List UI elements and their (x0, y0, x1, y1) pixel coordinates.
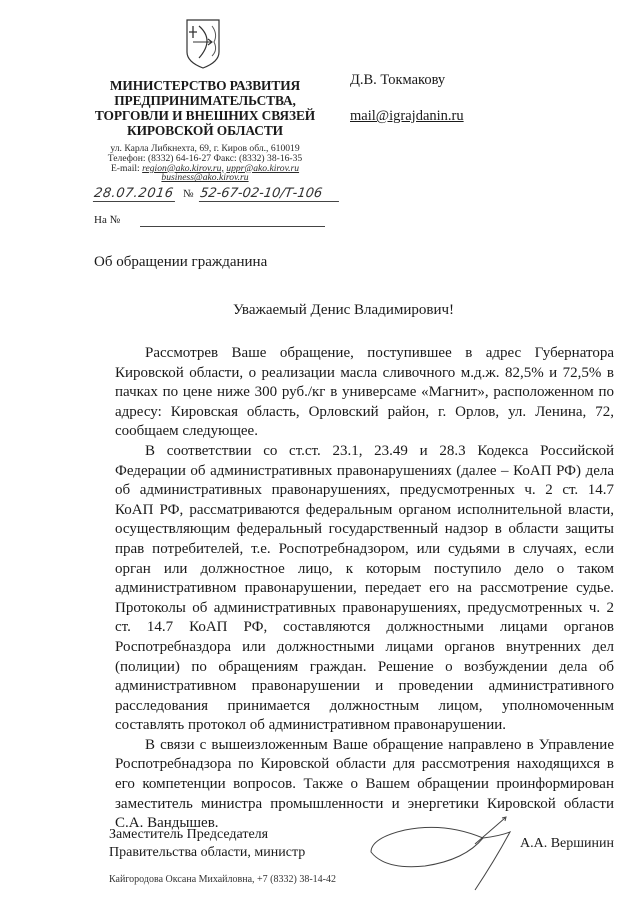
signatory-title-line: Правительства области, министр (109, 845, 306, 860)
registration-number: 52-67-02-10/Т-106 (199, 186, 341, 202)
ministry-line: ТОРГОВЛИ И ВНЕШНИХ СВЯЗЕЙ (94, 108, 316, 123)
email-label: E-mail: (110, 162, 140, 174)
email-link[interactable]: region@ako.kirov.ru, (142, 162, 224, 174)
signatory-name: А.А. Вершинин (520, 836, 615, 851)
ministry-line: КИРОВСКОЙ ОБЛАСТИ (126, 123, 284, 138)
email-link[interactable]: business@ako.kirov.ru (161, 172, 249, 184)
recipient-email[interactable]: mail@igrajdanin.ru (350, 108, 464, 124)
signatory-title (109, 826, 305, 862)
ministry-address: ул. Карла Либкнехта, 69, г. Киров обл., 610019 (110, 143, 300, 154)
ministry-contacts (92, 144, 318, 183)
ministry-phone: Телефон: (8332) 64-16-27 Факс: (8332) 38-16-35 (107, 152, 303, 164)
salutation: Уважаемый Денис Владимирович! (233, 302, 455, 318)
executor-contact: Кайгородова Оксана Михайловна, +7 (8332) 38-14-42 (109, 874, 336, 885)
reply-to-label: На № (94, 214, 121, 226)
letter-subject: Об обращении гражданина (94, 254, 268, 270)
email-link[interactable]: uppr@ako.kirov.ru (226, 162, 300, 174)
body-paragraph: В связи с вышеизложенным Ваше обращение направлено в Управление Роспотребнадзора по Кировской области для рассмотрения находящихся в его компетенции вопросов. Также о Вашем обращении проинформирован заместитель министра промышленности и энергетики Кировской области С.А. Вандышев. (115, 736, 614, 832)
coat-of-arms-icon (185, 18, 221, 70)
ministry-name (92, 78, 318, 138)
registration-date: 28.07.2016 (93, 186, 177, 202)
recipient-name: Д.В. Токмакову (350, 72, 446, 88)
handwritten-signature-icon (365, 810, 525, 895)
ministry-line: МИНИСТЕРСТВО РАЗВИТИЯ (109, 78, 301, 93)
ministry-line: ПРЕДПРИНИМАТЕЛЬСТВА, (114, 93, 296, 108)
letter-body (115, 344, 614, 834)
body-paragraph: В соответствии со ст.ст. 23.1, 23.49 и 28.3 Кодекса Российской Федерации об административных правонарушениях (далее – КоАП РФ) дела об административных правонарушениях, предусмотренных ч. 2 ст. 14.7 КоАП РФ, рассматриваются федеральным органом исполнительной власти, осуществляющим федеральный государственный надзор в области защиты прав потребителей, т.е. Роспотребнадзором, или судьями в случаях, если орган или должностное лицо, к которым поступило дело о таком административном правонарушении, передает его на рассмотрение судье. Протоколы об административных правонарушениях, предусмотренных ч. 2 ст. 14.7 КоАП РФ, составляются должностными лицами органов Роспотребназдора или должностными лицами органов внутренних дел (полиции) по обращениям граждан. Решение о возбуждении дела об административном правонарушении и проведении административного расследования принимается должностным лицом, уполномоченным составлять протокол об административном правонарушении. (115, 442, 614, 734)
body-paragraph: Рассмотрев Ваше обращение, поступившее в адрес Губернатора Кировской области, о реализации масла сливочного м.д.ж. 82,5% и 72,5% в пачках по цене ниже 300 руб./кг в универсаме «Магнит», расположенном по адресу: Кировская область, Орловский район, г. Орлов, ул. Ленина, 72, сообщаем следующее. (115, 345, 614, 440)
registration-number-label: № (183, 188, 194, 200)
reply-to-line (140, 226, 325, 227)
signatory-title-line: Заместитель Председателя (109, 827, 269, 842)
